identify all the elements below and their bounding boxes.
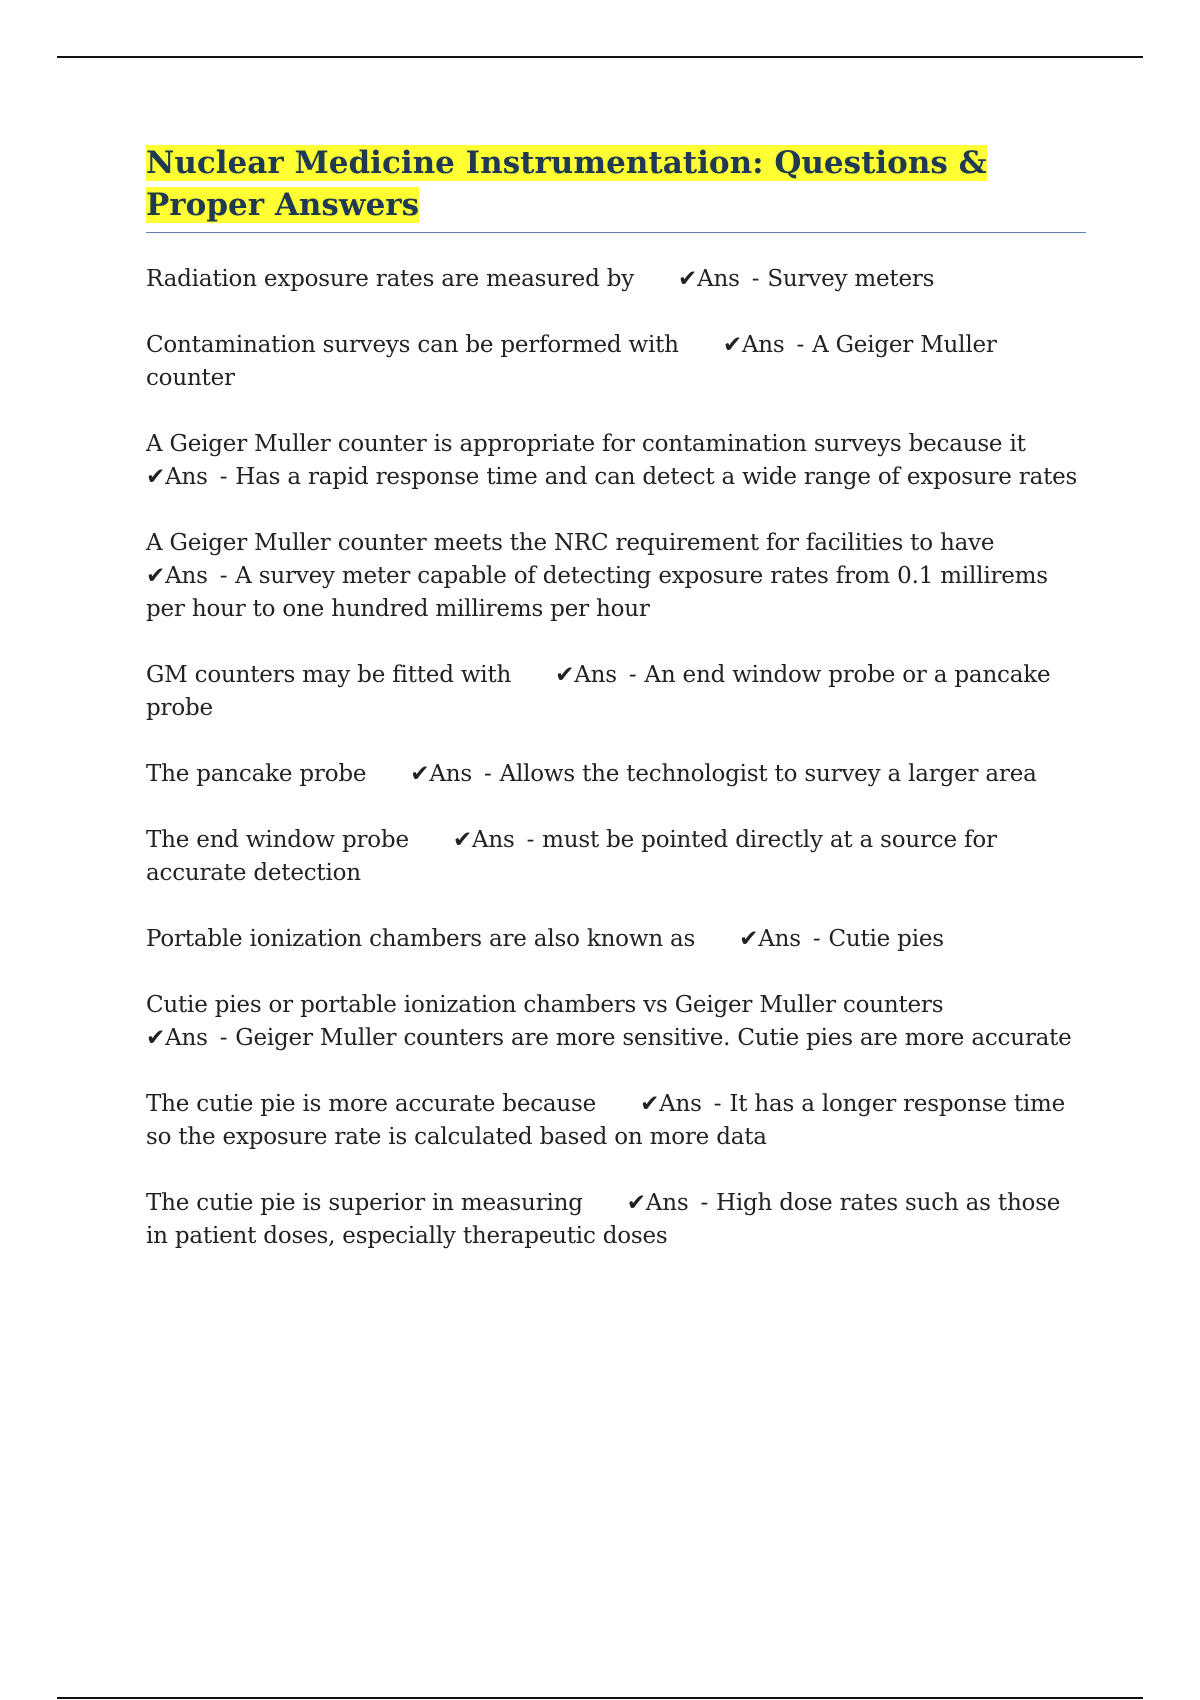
document-title <box>146 142 1086 226</box>
answer-dash: - <box>700 1190 709 1216</box>
answer-dash: - <box>713 1091 722 1117</box>
page-bottom-rule <box>57 1697 1143 1699</box>
title-block <box>146 142 1086 233</box>
answer-marker: ✔Ans <box>452 827 515 853</box>
answer-marker: ✔Ans <box>146 464 208 490</box>
question-text: Contamination surveys can be performed with <box>146 332 679 358</box>
answer-text: Has a rapid response time and can detect a wide range of exposure rates <box>235 464 1078 490</box>
answer-marker: ✔Ans <box>146 1025 208 1051</box>
question-text: The cutie pie is more accurate because <box>146 1091 597 1117</box>
answer-dash: - <box>526 827 535 853</box>
document-body <box>146 142 1086 1286</box>
qa-item <box>146 428 1086 494</box>
answer-marker: ✔Ans <box>739 926 801 952</box>
question-text: Portable ionization chambers are also known as <box>146 926 696 952</box>
page-top-rule <box>57 56 1143 58</box>
answer-marker: ✔Ans <box>555 662 617 688</box>
qa-item <box>146 923 1086 956</box>
answer-dash: - <box>219 464 228 490</box>
qa-item <box>146 758 1086 791</box>
question-text: A Geiger Muller counter is appropriate for contamination surveys because it <box>146 431 1026 457</box>
qa-item <box>146 989 1086 1055</box>
answer-text: Allows the technologist to survey a larger area <box>499 761 1037 787</box>
answer-marker: ✔Ans <box>626 1190 689 1216</box>
qa-item <box>146 263 1086 296</box>
answer-marker: ✔Ans <box>678 266 740 292</box>
answer-marker: ✔Ans <box>410 761 472 787</box>
question-text: Radiation exposure rates are measured by <box>146 266 635 292</box>
qa-item <box>146 824 1086 890</box>
answer-text: A Geiger Muller counter <box>146 332 997 391</box>
answer-marker: ✔Ans <box>640 1091 702 1117</box>
answer-dash: - <box>812 926 821 952</box>
question-text: The pancake probe <box>146 761 367 787</box>
qa-item <box>146 659 1086 725</box>
answer-text: It has a longer response time so the exposure rate is calculated based on more data <box>146 1091 1066 1150</box>
qa-item <box>146 1088 1086 1154</box>
answer-dash: - <box>219 1025 228 1051</box>
answer-text: High dose rates such as those in patient doses, especially therapeutic doses <box>146 1190 1061 1249</box>
answer-dash: - <box>219 563 228 589</box>
answer-text: Survey meters <box>767 266 935 292</box>
answer-text: must be pointed directly at a source for accurate detection <box>146 827 997 886</box>
document-title-text: Nuclear Medicine Instrumentation: Questions & Proper Answers <box>146 145 987 223</box>
qa-item <box>146 1187 1086 1253</box>
answer-dash: - <box>628 662 637 688</box>
answer-dash: - <box>796 332 805 358</box>
question-text: The cutie pie is superior in measuring <box>146 1190 583 1216</box>
answer-text: A survey meter capable of detecting exposure rates from 0.1 millirems per hour to one hundred millirems per hour <box>146 563 1048 622</box>
answer-text: Geiger Muller counters are more sensitive. Cutie pies are more accurate <box>235 1025 1072 1051</box>
answer-dash: - <box>483 761 492 787</box>
answer-text: Cutie pies <box>828 926 944 952</box>
answer-dash: - <box>751 266 760 292</box>
answer-text: An end window probe or a pancake probe <box>146 662 1051 721</box>
question-text: GM counters may be fitted with <box>146 662 512 688</box>
qa-list <box>146 263 1086 1253</box>
question-text: A Geiger Muller counter meets the NRC requirement for facilities to have <box>146 530 995 556</box>
question-text: Cutie pies or portable ionization chambers vs Geiger Muller counters <box>146 992 944 1018</box>
answer-marker: ✔Ans <box>722 332 785 358</box>
answer-marker: ✔Ans <box>146 563 208 589</box>
qa-item <box>146 527 1086 626</box>
qa-item <box>146 329 1086 395</box>
question-text: The end window probe <box>146 827 409 853</box>
